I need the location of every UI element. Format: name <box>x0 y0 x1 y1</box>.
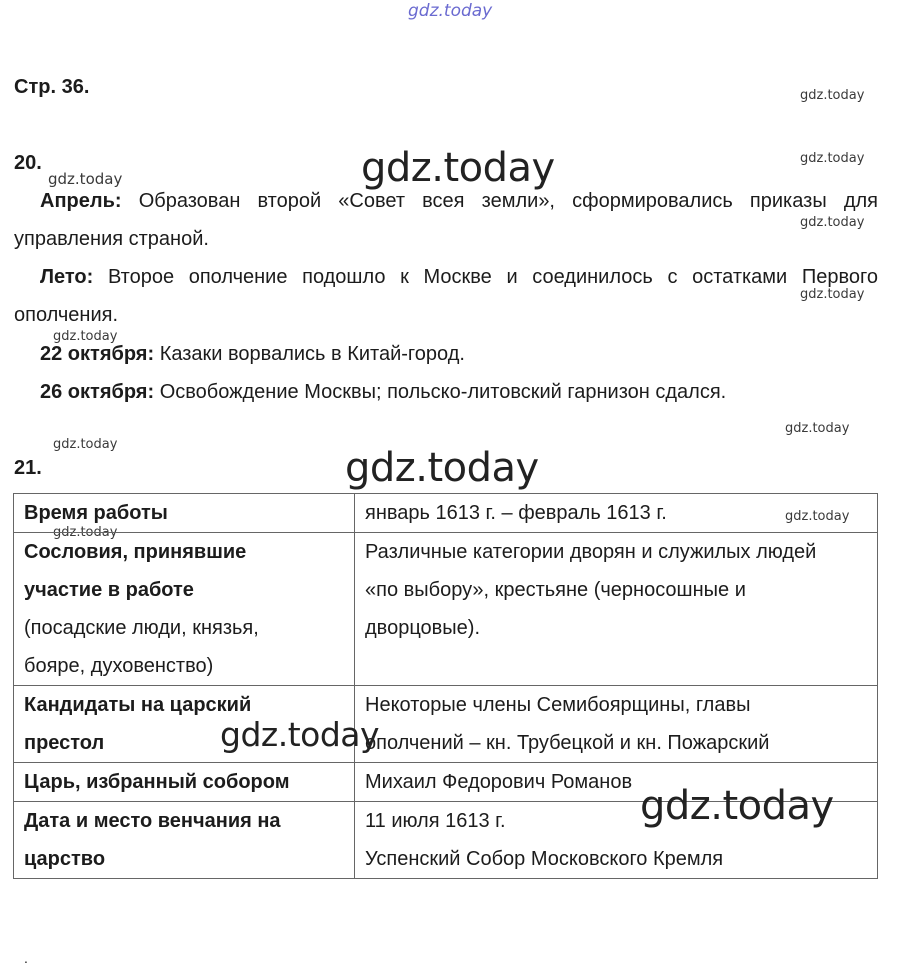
table-row <box>14 686 878 763</box>
watermark-small: gdz.today <box>800 287 865 302</box>
row-label-cell <box>14 802 355 879</box>
item-continuation: управления страной. <box>14 228 209 250</box>
item-label: 26 октября: <box>40 381 155 403</box>
item-label: 22 октября: <box>40 343 155 365</box>
row-label: Сословия, принявшие <box>24 541 247 563</box>
task-21-number: 21. <box>14 457 42 479</box>
page-heading: Стр. 36. <box>14 76 90 98</box>
watermark-big: gdz.today <box>640 783 834 829</box>
task-20-item <box>40 343 465 366</box>
watermark-big: gdz.today <box>361 145 555 191</box>
row-value: «по выбору», крестьяне (черносошные и <box>365 579 746 601</box>
item-label: Лето: <box>40 266 94 288</box>
item-text: Образован второй «Совет всея земли», сформировались приказы для <box>138 190 879 212</box>
task-20-number: 20. <box>14 152 42 174</box>
watermark-big: gdz.today <box>345 445 539 491</box>
row-label-cell <box>14 763 355 802</box>
item-text: Второе ополчение подошло к Москве и соединилось с остатками Первого <box>107 266 878 288</box>
watermark-small: gdz.today <box>48 170 123 188</box>
row-label: Царь, избранный собором <box>24 771 290 793</box>
row-label-cell <box>14 533 355 686</box>
footer-mark: . <box>24 950 28 966</box>
row-label: Кандидаты на царский <box>24 694 252 716</box>
row-value-cell <box>355 686 878 763</box>
row-value: дворцовые). <box>365 617 481 639</box>
row-value: Михаил Федорович Романов <box>365 771 633 793</box>
row-value-cell <box>355 533 878 686</box>
task-20-item <box>40 190 878 213</box>
watermark-big: gdz.today <box>220 715 380 754</box>
item-text: Освобождение Москвы; польско-литовский гарнизон сдался. <box>159 381 727 403</box>
row-value: 11 июля 1613 г. <box>365 810 506 832</box>
watermark-small: gdz.today <box>800 215 865 230</box>
item-continuation: ополчения. <box>14 304 119 326</box>
watermark-top: gdz.today <box>408 1 493 21</box>
row-label: престол <box>24 732 105 754</box>
item-text: Казаки ворвались в Китай-город. <box>159 343 465 365</box>
watermark-small: gdz.today <box>785 421 850 436</box>
watermark-small: gdz.today <box>785 509 850 524</box>
row-label-cell <box>14 494 355 533</box>
watermark-small: gdz.today <box>800 151 865 166</box>
row-value: Успенский Собор Московского Кремля <box>365 848 724 870</box>
row-label: Дата и место венчания на <box>24 810 281 832</box>
table-row <box>14 533 878 686</box>
row-value: Некоторые члены Семибоярщины, главы <box>365 694 751 716</box>
row-label-note: бояре, духовенство) <box>24 655 214 677</box>
row-label-note: (посадские люди, князья, <box>24 617 259 639</box>
task-20-item <box>40 381 726 404</box>
row-label: царство <box>24 848 106 870</box>
watermark-small: gdz.today <box>53 329 118 344</box>
task-20-item <box>40 266 878 289</box>
watermark-small: gdz.today <box>53 437 118 452</box>
row-label: Время работы <box>24 502 168 524</box>
watermark-small: gdz.today <box>800 88 865 103</box>
row-value-cell <box>355 494 878 533</box>
watermark-small: gdz.today <box>53 525 118 540</box>
row-value: ополчений – кн. Трубецкой и кн. Пожарский <box>365 732 770 754</box>
table-row <box>14 494 878 533</box>
row-label: участие в работе <box>24 579 194 601</box>
row-value: январь 1613 г. – февраль 1613 г. <box>365 502 667 524</box>
item-label: Апрель: <box>40 190 122 212</box>
row-value: Различные категории дворян и служилых людей <box>365 541 817 563</box>
